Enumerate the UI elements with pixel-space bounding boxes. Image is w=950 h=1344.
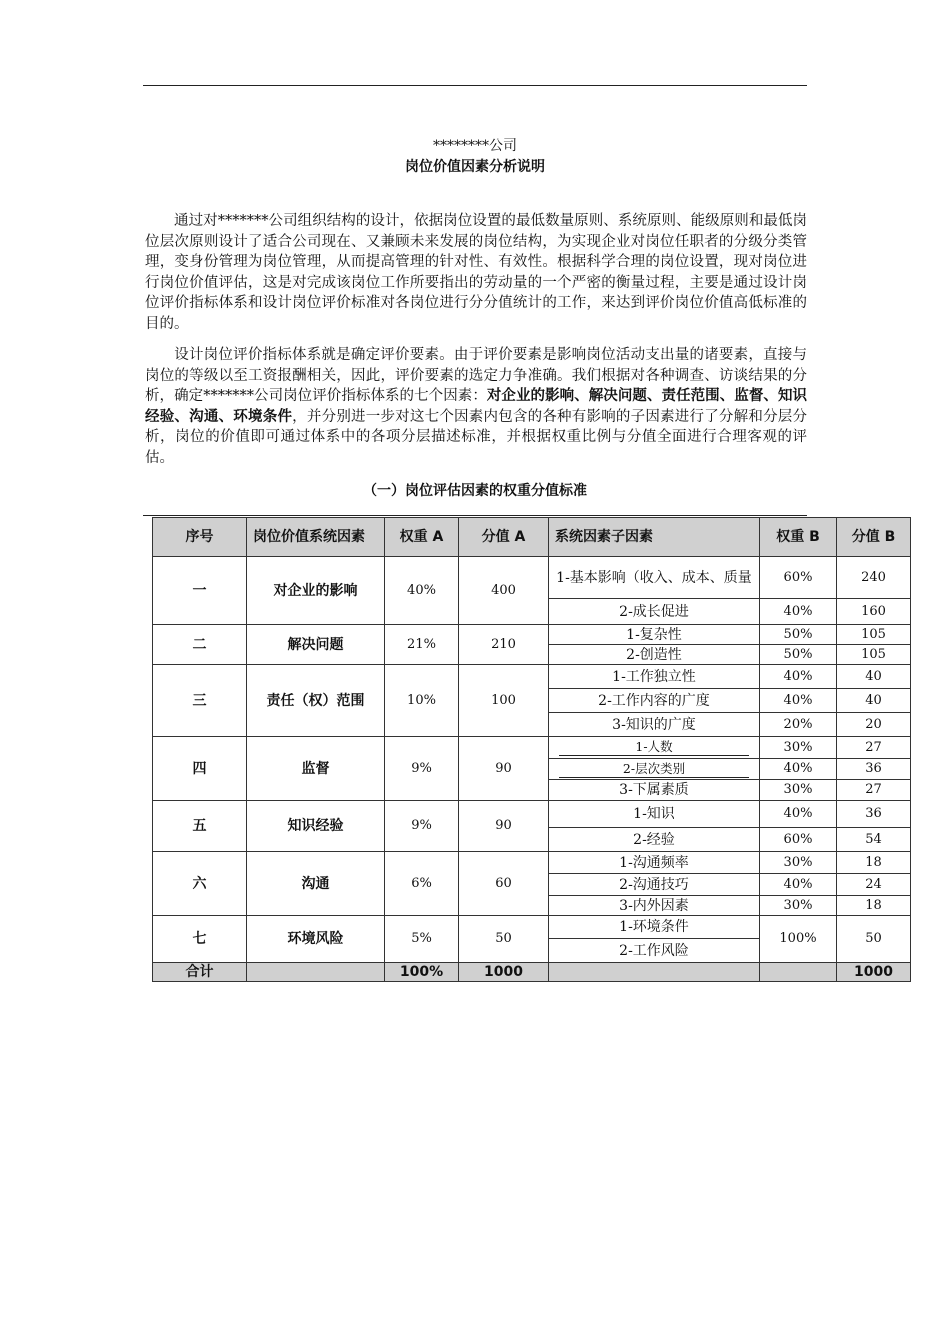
table-row: [153, 665, 911, 689]
subfactor-weight-b: 30%: [760, 780, 837, 801]
row-weight-a: 10%: [385, 665, 459, 737]
row-weight-a: 21%: [385, 625, 459, 665]
row-seq: 四: [153, 737, 247, 801]
row-factor: 环境风险: [247, 916, 385, 963]
table-row: [153, 625, 911, 645]
table-row: [153, 801, 911, 828]
company-name: ********公司: [433, 138, 517, 154]
total-factor: [247, 963, 385, 982]
subfactor-weight-b: 50%: [760, 645, 837, 665]
subfactor-score-b: 50: [837, 916, 911, 963]
row-factor: 对企业的影响: [247, 557, 385, 625]
subfactor-score-b: 36: [837, 801, 911, 828]
subfactor-weight-b: 100%: [760, 916, 837, 963]
paragraph-2: [145, 345, 807, 468]
total-subfactor: [549, 963, 760, 982]
row-seq: 六: [153, 852, 247, 916]
table-total-row: [153, 963, 911, 982]
row-score-a: 50: [459, 916, 549, 963]
subfactor-weight-b: 60%: [760, 828, 837, 852]
row-factor: 监督: [247, 737, 385, 801]
subfactor-name: 2-工作风险: [549, 939, 760, 963]
subfactor-name: 3-知识的广度: [549, 713, 760, 737]
subfactor-score-b: 20: [837, 713, 911, 737]
row-seq: 七: [153, 916, 247, 963]
table-header-row: [153, 518, 911, 557]
row-factor: 责任（权）范围: [247, 665, 385, 737]
total-weight-a: 100%: [385, 963, 459, 982]
paragraph-2-text-b: ，并分别进一步对这七个因素内包含的各种有影响的子因素进行了分解和分层分析，岗位的价值即可通过体系中的各项分层描述标准，并根据权重比例与分值全面进行合理客观的评估。: [145, 408, 808, 466]
paragraph-2-text-a: 设计岗位评价指标体系就是确定评价要素。由于评价要素是影响岗位活动支出量的诸要素，直接与岗位的等级以至工资报酬相关，因此，评价要素的选定力争准确。我们根据对各种调查、访谈结果的分析，确定*******公司岗位评价指标体系的七个因素：: [145, 347, 807, 404]
total-score-a: 1000: [459, 963, 549, 982]
subfactor-score-b: 160: [837, 599, 911, 625]
header-seq: 序号: [153, 518, 247, 557]
subfactor-score-b: 240: [837, 557, 911, 599]
row-weight-a: 9%: [385, 737, 459, 801]
table-top-rule: [143, 515, 807, 516]
paragraph-2-factors: 对企业的影响、解决问题、责任范围、监督、知识经验、沟通、环境条件: [145, 388, 807, 425]
row-weight-a: 6%: [385, 852, 459, 916]
subfactor-weight-b: 40%: [760, 801, 837, 828]
row-factor: 解决问题: [247, 625, 385, 665]
paragraph-1: [145, 211, 807, 334]
subfactor-name: 1-复杂性: [549, 625, 760, 645]
header-rule: [143, 85, 807, 86]
subfactor-name: 1-工作独立性: [549, 665, 760, 689]
row-score-a: 400: [459, 557, 549, 625]
subfactor-score-b: 54: [837, 828, 911, 852]
subfactor-weight-b: 40%: [760, 665, 837, 689]
row-seq: 三: [153, 665, 247, 737]
subfactor-name: 2-创造性: [549, 645, 760, 665]
subfactor-score-b: 36: [837, 759, 911, 780]
row-score-a: 90: [459, 737, 549, 801]
subfactor-name: 1-基本影响（收入、成本、质量: [549, 557, 760, 599]
header-factor: 岗位价值系统因素: [247, 518, 385, 557]
subfactor-score-b: 18: [837, 896, 911, 916]
subfactor-score-b: 105: [837, 625, 911, 645]
paragraph-1-text: 通过对*******公司组织结构的设计，依据岗位设置的最低数量原则、系统原则、能级原则和最低岗位层次原则设计了适合公司现在、又兼顾未来发展的岗位结构，为实现企业对岗位任职者的分级分类管理，变身份管理为岗位管理，从而提高管理的针对性、有效性。根据科学合理的岗位设置，现对岗位进行岗位价值评估，这是对完成该岗位工作所要指出的劳动量的一个严密的衡量过程，主要是通过设计岗位评价指标体系和设计岗位评价标准对各岗位进行分分值统计的工作，来达到评价岗位价值高低标准的目的。: [145, 213, 807, 332]
subfactor-weight-b: 40%: [760, 689, 837, 713]
subfactor-name-text: 1-人数: [559, 739, 749, 756]
row-seq: 五: [153, 801, 247, 852]
total-weight-b: [760, 963, 837, 982]
weight-score-table: [152, 517, 911, 982]
header-weight-a: 权重 A: [385, 518, 459, 557]
row-seq: 二: [153, 625, 247, 665]
subfactor-name: 2-经验: [549, 828, 760, 852]
subfactor-score-b: 27: [837, 737, 911, 759]
subfactor-weight-b: 30%: [760, 737, 837, 759]
row-weight-a: 40%: [385, 557, 459, 625]
subfactor-name: 1-知识: [549, 801, 760, 828]
subfactor-score-b: 27: [837, 780, 911, 801]
total-score-b: 1000: [837, 963, 911, 982]
table-row: [153, 852, 911, 874]
header-score-b: 分值 B: [837, 518, 911, 557]
table-row: [153, 916, 911, 939]
row-factor: 沟通: [247, 852, 385, 916]
table-row: [153, 557, 911, 599]
subfactor-weight-b: 50%: [760, 625, 837, 645]
subfactor-score-b: 40: [837, 689, 911, 713]
subfactor-weight-b: 60%: [760, 557, 837, 599]
subfactor-score-b: 18: [837, 852, 911, 874]
table-row: [153, 737, 911, 759]
subfactor-score-b: 40: [837, 665, 911, 689]
subfactor-name: 2-工作内容的广度: [549, 689, 760, 713]
subfactor-name-text: 2-层次类别: [559, 761, 749, 778]
subfactor-name: [549, 737, 760, 759]
row-weight-a: 9%: [385, 801, 459, 852]
subfactor-weight-b: 40%: [760, 759, 837, 780]
subfactor-weight-b: 30%: [760, 852, 837, 874]
header-score-a: 分值 A: [459, 518, 549, 557]
subfactor-weight-b: 40%: [760, 599, 837, 625]
subfactor-name: 2-成长促进: [549, 599, 760, 625]
row-score-a: 90: [459, 801, 549, 852]
subfactor-name: 3-内外因素: [549, 896, 760, 916]
row-score-a: 210: [459, 625, 549, 665]
header-subfactor: 系统因素子因素: [549, 518, 760, 557]
subfactor-name: [549, 759, 760, 780]
subfactor-name: 1-环境条件: [549, 916, 760, 939]
header-weight-b: 权重 B: [760, 518, 837, 557]
subfactor-weight-b: 30%: [760, 896, 837, 916]
subfactor-weight-b: 20%: [760, 713, 837, 737]
subfactor-name: 2-沟通技巧: [549, 874, 760, 896]
subfactor-name: 3-下属素质: [549, 780, 760, 801]
table-title: （一）岗位评估因素的权重分值标准: [363, 483, 587, 499]
subfactor-score-b: 24: [837, 874, 911, 896]
row-score-a: 100: [459, 665, 549, 737]
subfactor-name: 1-沟通频率: [549, 852, 760, 874]
subfactor-weight-b: 40%: [760, 874, 837, 896]
row-weight-a: 5%: [385, 916, 459, 963]
document-title: 岗位价值因素分析说明: [405, 159, 545, 175]
subfactor-score-b: 105: [837, 645, 911, 665]
row-seq: 一: [153, 557, 247, 625]
row-score-a: 60: [459, 852, 549, 916]
row-factor: 知识经验: [247, 801, 385, 852]
total-label: 合计: [153, 963, 247, 982]
